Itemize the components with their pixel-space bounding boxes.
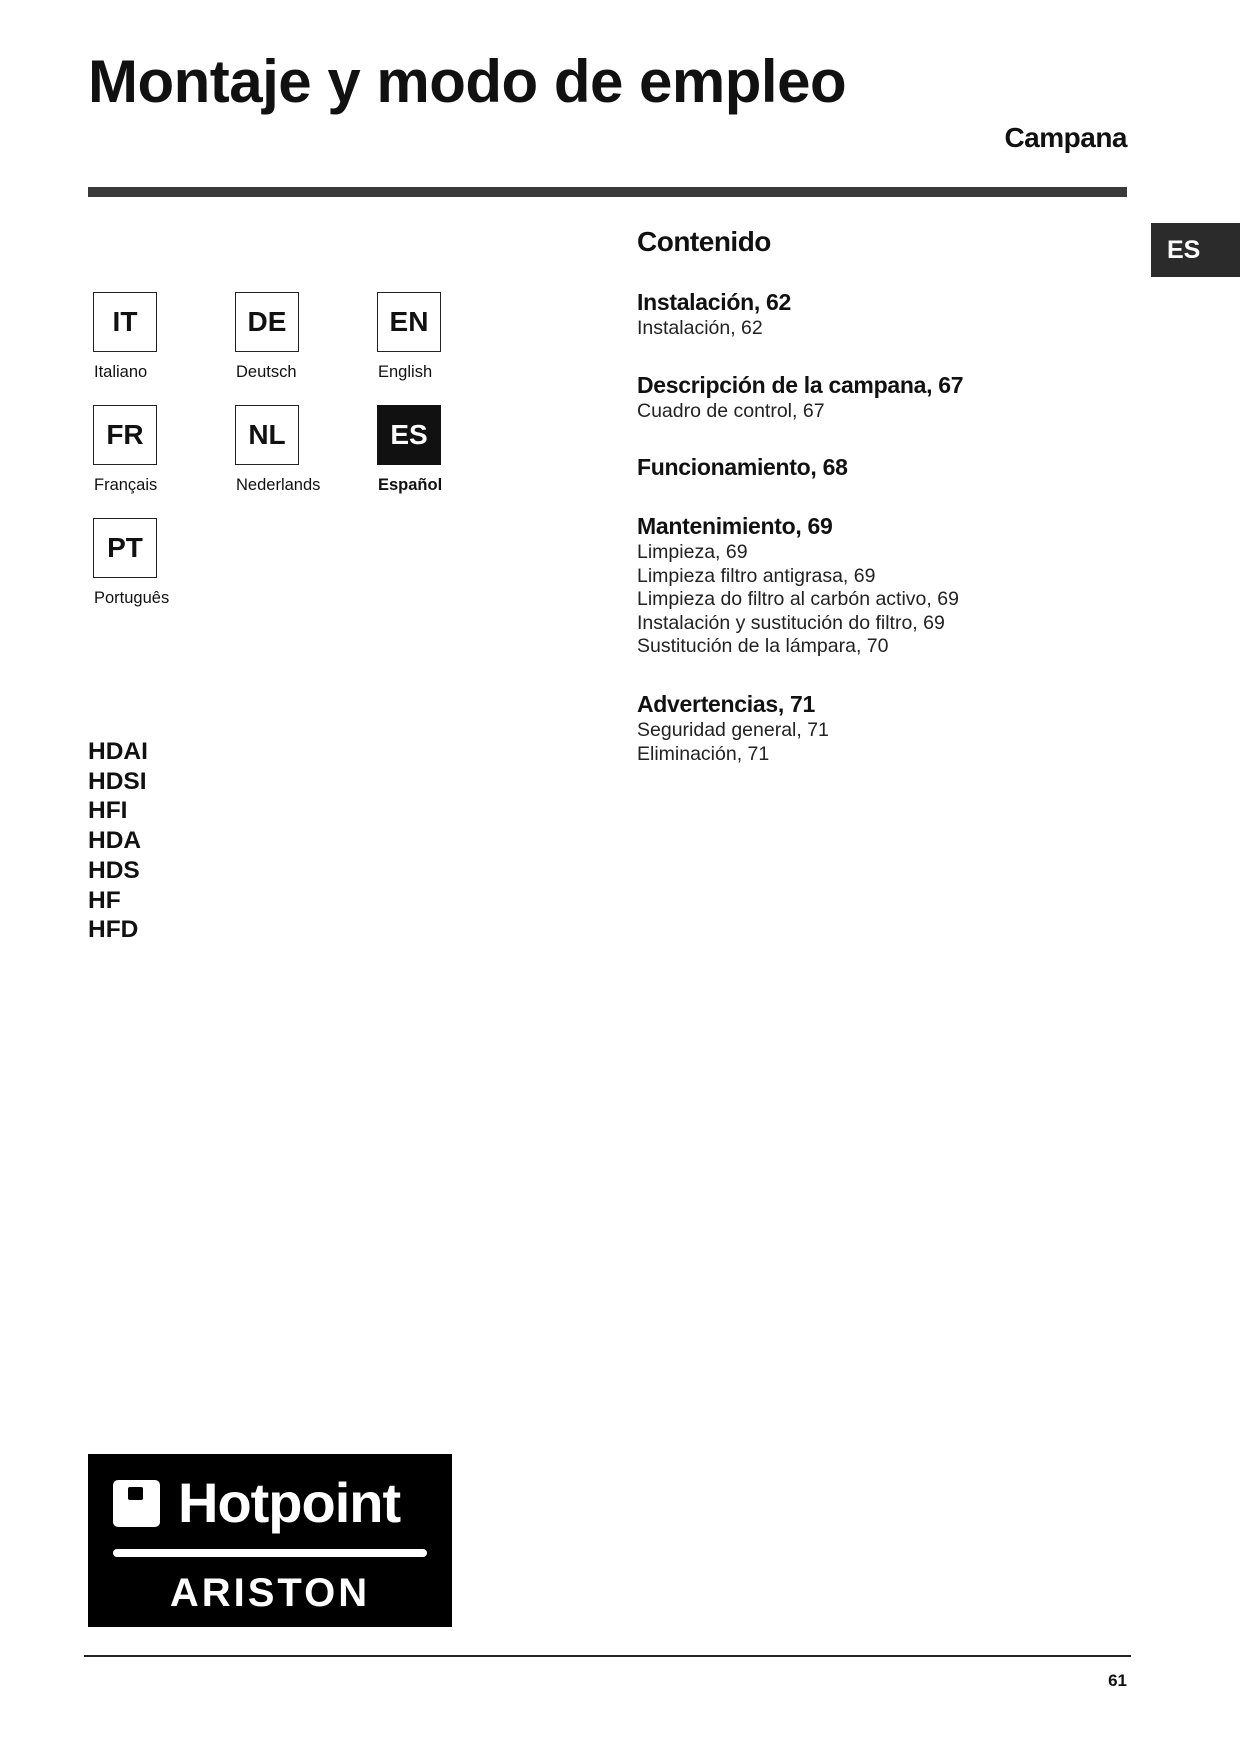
language-name: Español: [378, 476, 443, 494]
toc-item[interactable]: Seguridad general, 71: [637, 719, 829, 741]
toc-title: Contenido: [637, 226, 771, 257]
toc-heading[interactable]: Mantenimiento, 69: [637, 513, 833, 539]
model-code: HFD: [88, 916, 139, 944]
toc-item[interactable]: Eliminación, 71: [637, 742, 770, 765]
toc-section[interactable]: [637, 693, 829, 766]
model-code: HF: [88, 886, 121, 914]
brand-logo-graphic: [88, 1454, 452, 1627]
language-code-box: NL: [235, 405, 299, 465]
language-item-nl[interactable]: [235, 405, 321, 494]
logo-brand-top: Hotpoint: [178, 1471, 401, 1534]
model-code: HFI: [88, 797, 128, 825]
language-code-box: FR: [93, 405, 157, 465]
logo-brand-bottom: ARISTON: [169, 1571, 371, 1615]
toc-item[interactable]: Limpieza filtro antigrasa, 69: [637, 564, 876, 587]
model-list: [88, 737, 148, 945]
language-name: Italiano: [94, 363, 148, 381]
language-item-pt[interactable]: [93, 518, 170, 607]
hotpoint-ariston-logo: [88, 1454, 452, 1627]
toc-item[interactable]: Limpieza, 69: [637, 541, 748, 563]
language-code-box: PT: [93, 518, 157, 578]
toc-item[interactable]: Limpieza do filtro al carbón activo, 69: [637, 588, 959, 610]
language-name: Français: [94, 476, 158, 494]
language-code-box: EN: [377, 292, 441, 352]
toc-section[interactable]: [637, 291, 791, 341]
logo-divider-bar: [113, 1549, 427, 1557]
language-item-de[interactable]: [235, 292, 299, 381]
language-name: English: [378, 363, 433, 381]
page-number: 61: [1108, 1671, 1127, 1690]
language-code-box: ES: [377, 405, 441, 465]
toc-item[interactable]: Instalación y sustitución do filtro, 69: [637, 611, 945, 634]
toc-heading[interactable]: Instalación, 62: [637, 289, 792, 315]
model-code: HDSI: [88, 767, 147, 795]
language-name: Deutsch: [236, 363, 297, 381]
page-title: Montaje y modo de empleo: [88, 48, 847, 115]
toc-section[interactable]: [637, 515, 959, 659]
product-subtitle: Campana: [1004, 122, 1127, 153]
toc-heading[interactable]: Funcionamiento, 68: [637, 454, 848, 480]
language-item-it[interactable]: [93, 292, 157, 381]
toc-heading[interactable]: Descripción de la campana, 67: [637, 372, 964, 398]
model-code: HDAI: [88, 738, 148, 765]
language-item-es[interactable]: [377, 405, 443, 494]
language-side-tab: ES: [1151, 223, 1240, 277]
language-item-fr[interactable]: [93, 405, 158, 494]
toc-heading[interactable]: Advertencias, 71: [637, 691, 816, 717]
model-code: HDS: [88, 856, 140, 884]
toc-section[interactable]: [637, 374, 963, 424]
language-item-en[interactable]: [377, 292, 441, 381]
footer-divider: [84, 1655, 1131, 1657]
language-code-box: DE: [235, 292, 299, 352]
language-name: Nederlands: [236, 476, 321, 494]
language-code-box: IT: [93, 292, 157, 352]
language-name: Português: [94, 589, 170, 607]
header-divider: [88, 187, 1127, 197]
model-code: HDA: [88, 827, 142, 855]
toc-section[interactable]: [637, 456, 848, 479]
toc-item[interactable]: Cuadro de control, 67: [637, 400, 825, 422]
toc-item[interactable]: Sustitución de la lámpara, 70: [637, 635, 889, 657]
toc-item[interactable]: Instalación, 62: [637, 317, 763, 339]
